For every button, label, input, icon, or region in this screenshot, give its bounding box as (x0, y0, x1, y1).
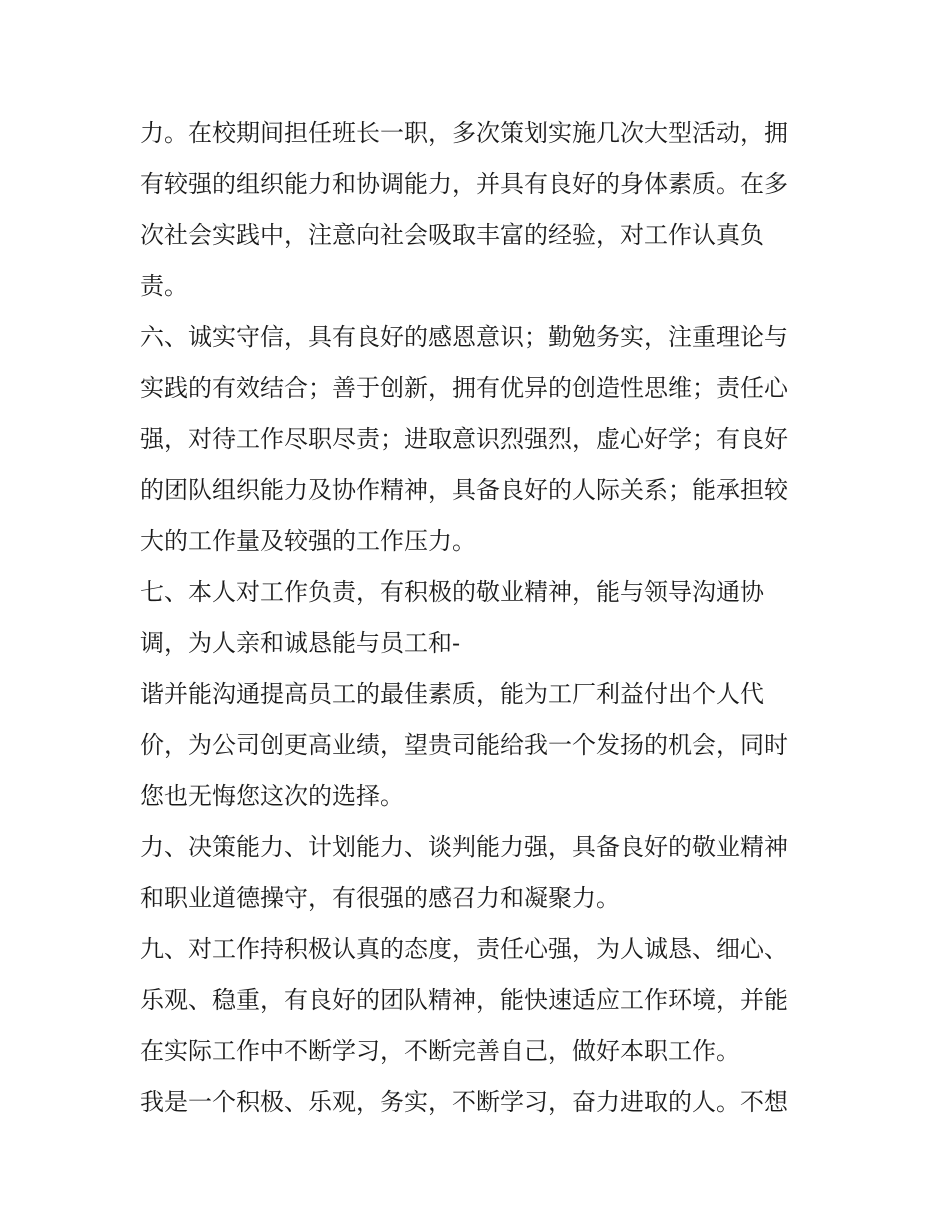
text-line: 九、对工作持积极认真的态度，责任心强，为人诚恳、细心、 (140, 935, 788, 963)
text-line: 大的工作量及较强的工作压力。 (140, 527, 476, 555)
text-line: 次社会实践中，注意向社会吸取丰富的经验，对工作认真负 (140, 221, 764, 249)
body-text (140, 108, 820, 1128)
text-line: 强，对待工作尽职尽责；进取意识烈强烈，虚心好学；有良好 (140, 425, 788, 453)
text-line: 力。在校期间担任班长一职，多次策划实施几次大型活动，拥 (140, 119, 788, 147)
text-line: 六、诚实守信，具有良好的感恩意识；勤勉务实，注重理论与 (140, 323, 788, 351)
text-line: 有较强的组织能力和协调能力，并具有良好的身体素质。在多 (140, 170, 788, 198)
text-line: 乐观、稳重，有良好的团队精神，能快速适应工作环境，并能 (140, 986, 788, 1014)
text-line: 责。 (140, 272, 188, 300)
text-line: 力、决策能力、计划能力、谈判能力强，具备良好的敬业精神 (140, 833, 788, 861)
text-line: 七、本人对工作负责，有积极的敬业精神，能与领导沟通协 (140, 578, 764, 606)
text-line: 和职业道德操守，有很强的感召力和凝聚力。 (140, 884, 620, 912)
text-line: 您也无悔您这次的选择。 (140, 782, 404, 810)
text-line: 的团队组织能力及协作精神，具备良好的人际关系；能承担较 (140, 476, 788, 504)
text-line: 在实际工作中不断学习，不断完善自己，做好本职工作。 (140, 1037, 740, 1065)
text-line: 谐并能沟通提高员工的最佳素质，能为工厂利益付出个人代 (140, 680, 764, 708)
text-line: 实践的有效结合；善于创新，拥有优异的创造性思维；责任心 (140, 374, 788, 402)
text-line: 调，为人亲和诚恳能与员工和- (140, 629, 461, 657)
text-line: 我是一个积极、乐观，务实，不断学习，奋力进取的人。不想 (140, 1088, 788, 1116)
text-line: 价，为公司创更高业绩，望贵司能给我一个发扬的机会，同时 (140, 731, 788, 759)
